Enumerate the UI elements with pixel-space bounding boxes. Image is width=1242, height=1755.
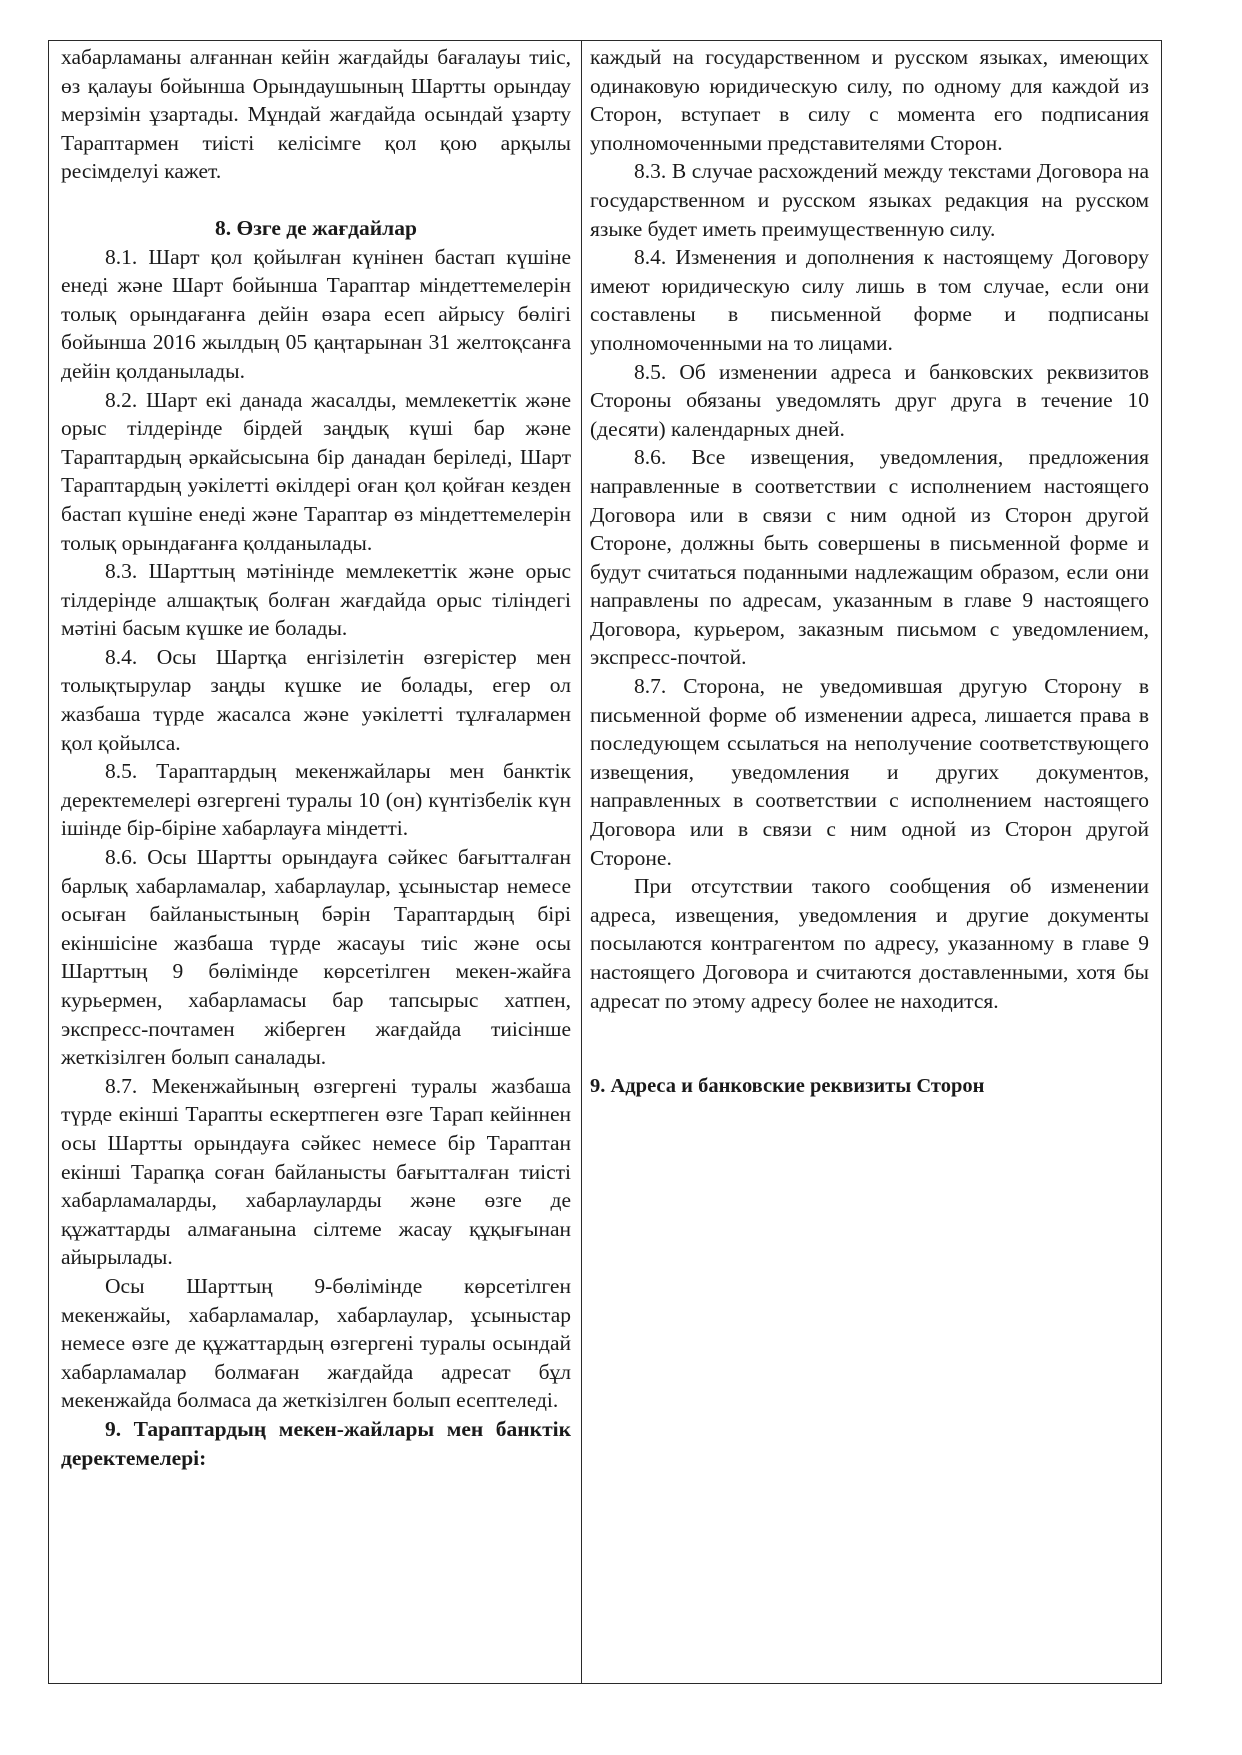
kz-section-9-title: 9. Тараптардың мекен-жайлары мен банктік деректемелері: [61,1416,571,1470]
ru-clause-8-4: 8.4. Изменения и дополнения к настоящему Договору имеют юридическую силу лишь в том случае, если они составлены в письменной форме и подписаны уполномоченными на то лицами. [590,245,1149,355]
kz-clause-8-1: 8.1. Шарт қол қойылған күнінен бастап күшіне енеді және Шарт бойынша Тараптар міндеттемелерін толық орындағанға дейін өзара есеп айрысу бөлігі бойынша 2016 жылдың 05 қаңтарынан 31 желтоқсанға дейін қолданылады. [61,244,571,383]
two-column-contract-table [48,40,1162,1684]
kz-clause-8-5: 8.5. Тараптардың мекенжайлары мен банктік деректемелері өзгергені туралы 10 (он) күнтізбелік күн ішінде бір-біріне хабарлауға міндетті. [61,759,571,841]
ru-clause-8-5: 8.5. Об изменении адреса и банковских реквизитов Стороны обязаны уведомлять друг друга в течение 10 (десяти) календарных дней. [590,359,1149,441]
ru-clause-8-3: 8.3. В случае расхождений между текстами Договора на государственном и русском языках редакция на русском языке будет иметь преимущественную силу. [590,159,1149,241]
ru-clause-8-6: 8.6. Все извещения, уведомления, предложения направленные в соответствии с исполнением настоящего Договора или в связи с ним одной из Сторон другой Стороне, должны быть совершены в письменной форме и будут считаться поданными надлежащим образом, если они направлены по адресам, указанным в главе 9 настоящего Договора, курьером, заказным письмом с уведомлением, экспресс-почтой. [590,445,1149,670]
kz-clause-8-7-continued: Осы Шарттың 9-бөлімінде көрсетілген мекенжайы, хабарламалар, хабарлаулар, ұсыныстар немесе өзге де құжаттардың өзгергені туралы осындай хабарламалар болмаған жағдайда адресат бұл мекенжайда болмаса да жеткізілген болып есептеледі. [61,1273,571,1413]
ru-intro-paragraph: каждый на государственном и русском языках, имеющих одинаковую юридическую силу, по одному для каждой из Сторон, вступает в силу с момента его подписания уполномоченными представителями Сторон. [590,45,1149,155]
kz-clause-8-3: 8.3. Шарттың мәтінінде мемлекеттік және орыс тілдерінде алшақтық болған жағдайда орыс тіліндегі мәтіні басым күшке ие болады. [61,559,571,641]
kazakh-column [49,41,582,1683]
ru-clause-8-7: 8.7. Сторона, не уведомившая другую Сторону в письменной форме об изменении адреса, лишается права в последующем ссылаться на неполучение соответствующего извещения, уведомления и других документов, направленных в соответствии с исполнением настоящего Договора или в связи с ним одной из Сторон другой Стороне. [590,674,1149,870]
kz-clause-8-2: 8.2. Шарт екі данада жасалды, мемлекеттік және орыс тілдерінде бірдей заңдық күші бар және Тараптардың әркайсысына бір данадан беріледі, Шарт Тараптардың уәкілетті өкілдері оған қол қойған кезден бастап күшіне енеді және Тараптар өз міндеттемелерін толық орындағанға қолданылады. [61,387,571,555]
kz-clause-8-4: 8.4. Осы Шартқа енгізілетін өзгерістер мен толықтырулар заңды күшке ие болады, егер ол жазбаша түрде жасалса және уәкілетті тұлғалармен қол қойылса. [61,644,571,755]
kz-section-8-title: 8. Өзге де жағдайлар [215,215,417,240]
ru-clause-8-7-continued: При отсутствии такого сообщения об изменении адреса, извещения, уведомления и другие документы посылаются контрагентом по адресу, указанному в главе 9 настоящего Договора и считаются доставленными, хотя бы адресат по этому адресу более не находится. [590,874,1149,1013]
kz-clause-8-7: 8.7. Мекенжайының өзгергені туралы жазбаша түрде екінші Тарапты ескертпеген өзге Тарап кейіннен осы Шартты орындауға сәйкес немесе бір Тараптан екінші Тарапқа соған байланысты бағытталған тиісті хабарламаларды, хабарлауларды және өзге де құжаттарды алмағанына сілтеме жасау құқығынан айырылады. [61,1073,571,1270]
kz-clause-8-6: 8.6. Осы Шартты орындауға сәйкес бағытталған барлық хабарламалар, хабарлаулар, ұсыныстар немесе осыған байланыстының бәрін Тараптардың бірі екіншісіне жазбаша түрде жасауы тиіс және осы Шарттың 9 бөлімінде көрсетілген мекен-жайға курьермен, хабарламасы бар тапсырыс хатпен, экспресс-почтамен жіберген жағдайда тиісінше жеткізілген болып саналады. [61,845,571,1070]
ru-section-9-title: 9. Адреса и банковские реквизиты Сторон [590,1075,985,1098]
kz-intro-paragraph: хабарламаны алғаннан кейін жағдайды бағалауы тиіс, өз қалауы бойынша Орындаушының Шартты орындау мерзімін ұзартады. Мұндай жағдайда осындай ұзарту Тараптармен тиісті келісімге қол қою арқылы ресімделуі кажет. [61,45,571,184]
russian-column [582,41,1161,1683]
